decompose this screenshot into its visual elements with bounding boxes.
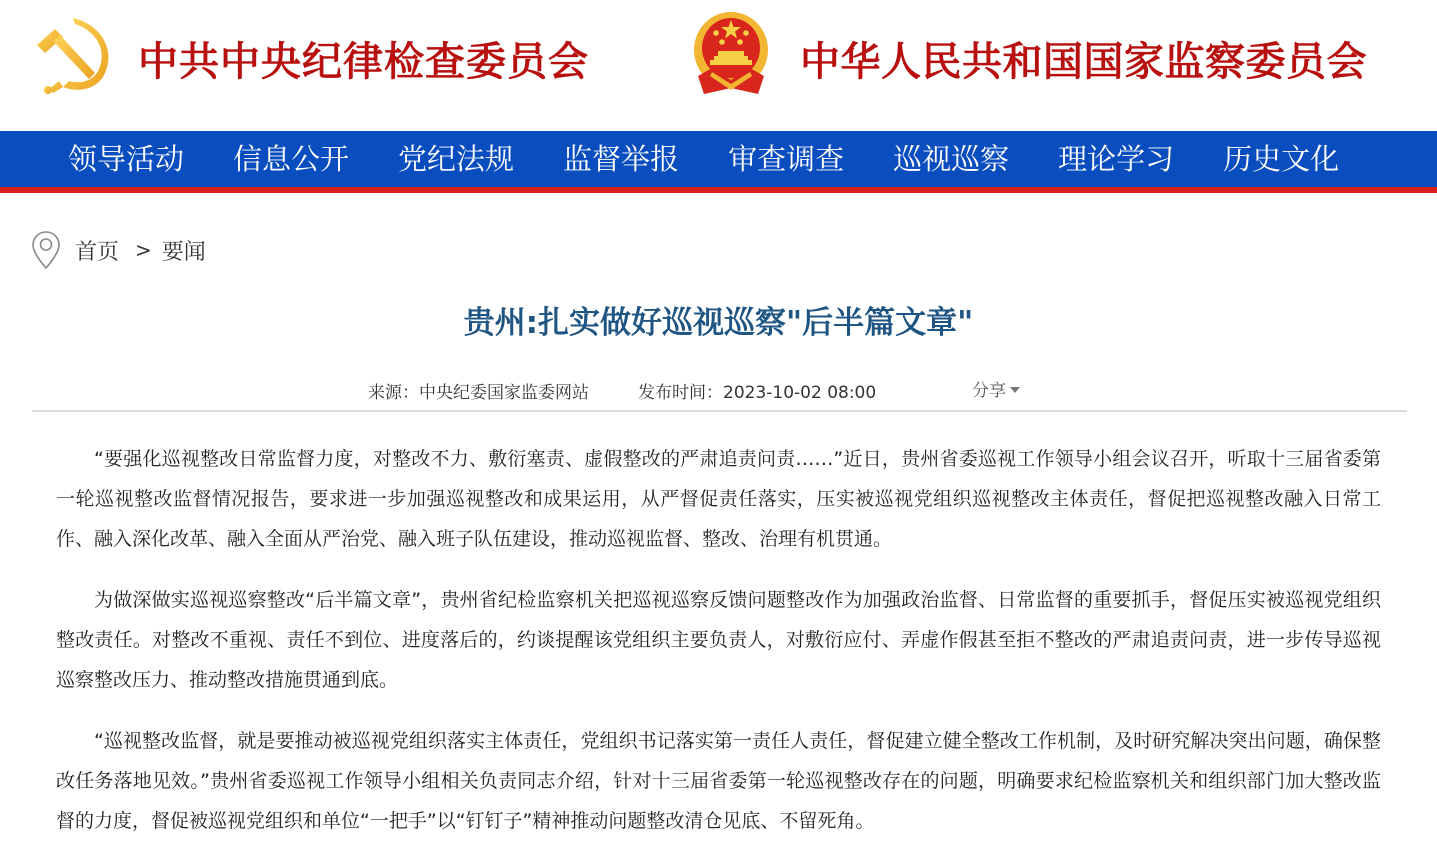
location-pin-icon [31, 230, 61, 270]
nav-item-history-culture[interactable]: 历史文化 [1223, 142, 1340, 176]
article-source: 来源：中央纪委国家监委网站 [368, 383, 589, 403]
meta-divider [32, 410, 1407, 412]
article-paragraph: 为做深做实巡视巡察整改“后半篇文章”，贵州省纪检监察机关把巡视巡察反馈问题整改作为加强政治监督、日常监督的重要抓手，督促压实被巡视党组织整改责任。对整改不重视、责任不到位、进度落后的，约谈提醒该党组织主要负责人，对敷衍应付、弄虚作假甚至拒不整改的严肃追责问责，进一步传导巡视巡察整改压力、推动整改措施贯通到底。 [56, 589, 1381, 691]
breadcrumb-news-link[interactable]: 要闻 [161, 239, 206, 265]
breadcrumb-home-link[interactable]: 首页 [75, 239, 120, 265]
site-header [0, 0, 1437, 131]
share-button[interactable] [972, 376, 1020, 401]
main-nav [0, 131, 1437, 187]
national-emblem-icon[interactable] [692, 10, 770, 100]
party-emblem-icon[interactable] [33, 15, 119, 95]
article-body [56, 439, 1381, 862]
breadcrumb [31, 230, 206, 270]
nav-item-theory-study[interactable]: 理论学习 [1058, 142, 1175, 176]
article-paragraph: “巡视整改监督，就是要推动被巡视党组织落实主体责任，党组织书记落实第一责任人责任，督促建立健全整改工作机制，及时研究解决突出问题，确保整改任务落地见效。”贵州省委巡视工作领导小组相关负责同志介绍，针对十三届省委第一轮巡视整改存在的问题，明确要求纪检监察机关和组织部门加大整改监督的力度，督促被巡视党组织和单位“一把手”以“钉钉子”精神推动问题整改清仓见底、不留死角。 [56, 730, 1381, 832]
article-paragraph: “要强化巡视整改日常监督力度，对整改不力、敷衍塞责、虚假整改的严肃追责问责……”近日，贵州省委巡视工作领导小组会议召开，听取十三届省委第一轮巡视整改监督情况报告，要求进一步加强巡视整改和成果运用，从严督促责任落实，压实被巡视党组织巡视整改主体责任，督促把巡视整改融入日常工作、融入深化改革、融入全面从严治党、融入班子队伍建设，推动巡视监督、整改、治理有机贯通。 [56, 448, 1381, 550]
nav-item-party-regulations[interactable]: 党纪法规 [398, 142, 515, 176]
article-title: 贵州:扎实做好巡视巡察"后半篇文章" [463, 305, 974, 341]
nav-item-supervision-report[interactable]: 监督举报 [563, 142, 680, 176]
nav-item-investigation[interactable]: 审查调查 [728, 142, 845, 176]
share-label: 分享 [972, 381, 1006, 401]
nav-red-stripe [0, 187, 1437, 193]
nav-item-info-disclosure[interactable]: 信息公开 [233, 142, 350, 176]
article-meta [0, 374, 1437, 404]
site-name-nsc[interactable]: 中华人民共和国国家监察委员会 [800, 38, 1367, 85]
nav-item-inspection[interactable]: 巡视巡察 [893, 142, 1010, 176]
site-name-ccdi[interactable]: 中共中央纪律检查委员会 [138, 38, 589, 85]
nav-item-leadership[interactable]: 领导活动 [68, 142, 185, 176]
article-publish-time: 发布时间：2023-10-02 08:00 [638, 383, 877, 403]
breadcrumb-separator: > [135, 238, 152, 262]
caret-down-icon [1010, 387, 1020, 393]
